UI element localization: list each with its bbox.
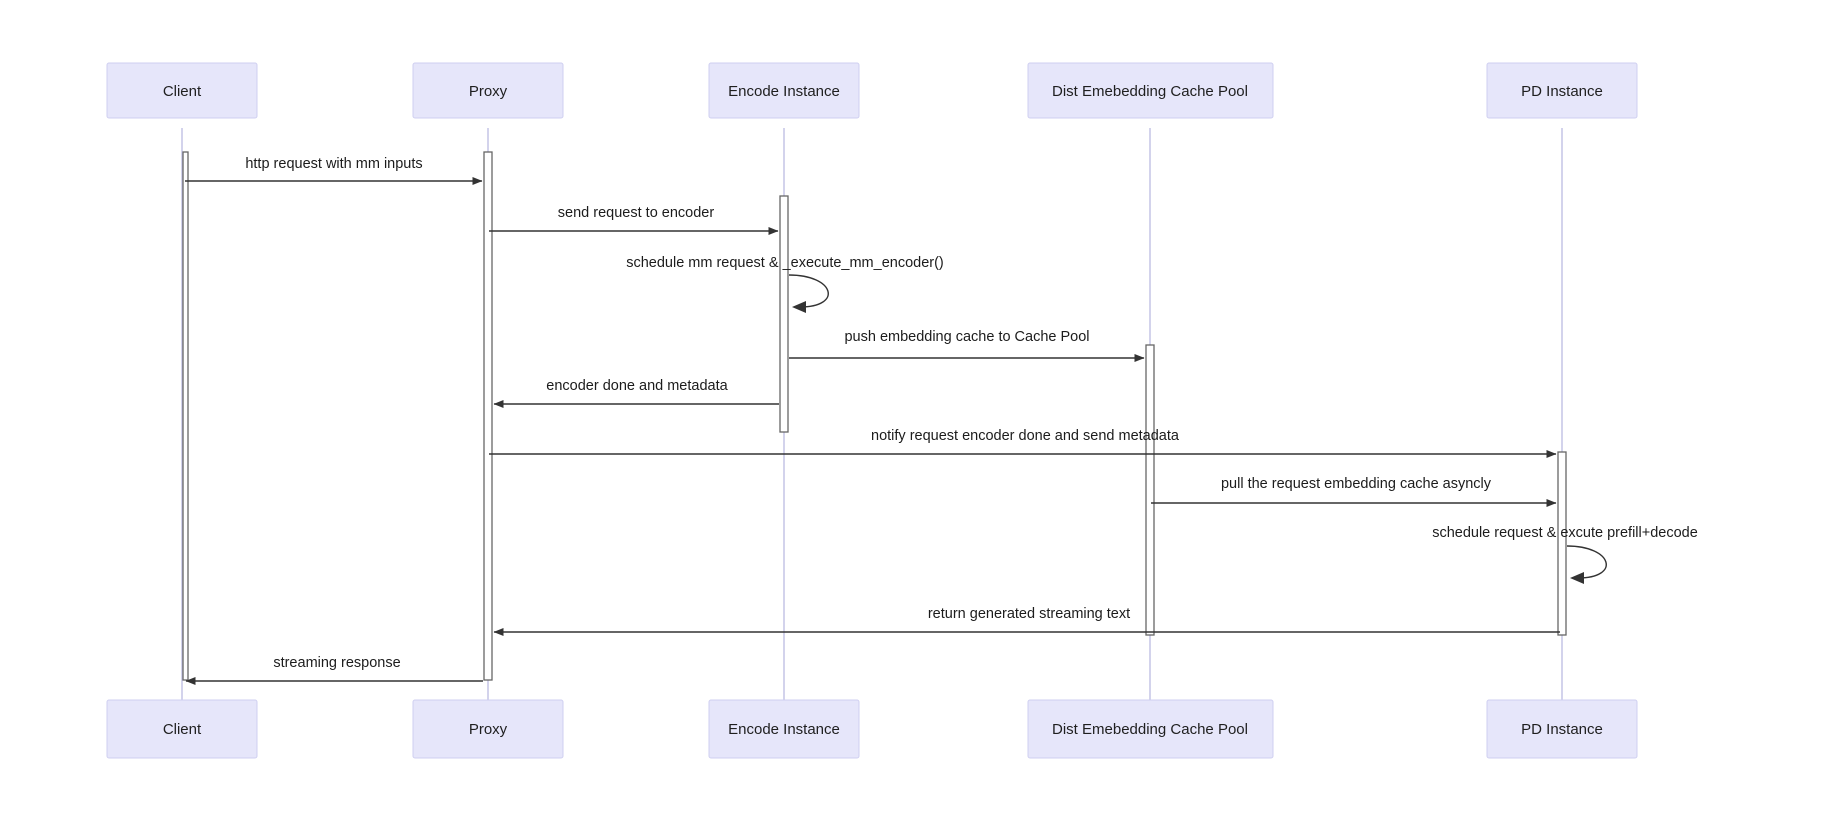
actor-header-pd [1487, 63, 1637, 118]
message-label-9: return generated streaming text [927, 606, 1131, 622]
message-label-4: push embedding cache to Cache Pool [844, 329, 1090, 345]
actor-label-cachepool: Dist Emebedding Cache Pool [1052, 82, 1248, 100]
message-label-2: send request to encoder [557, 205, 715, 221]
message-9 [494, 606, 1560, 632]
actor-footer-proxy [413, 700, 563, 758]
self-loop-encode [789, 275, 828, 307]
message-2 [489, 205, 778, 231]
message-10 [186, 655, 483, 681]
activation-encode [780, 196, 788, 432]
message-label-8: schedule request & excute prefill+decode [1432, 525, 1698, 541]
actor-header-client [107, 63, 257, 118]
actor-label-proxy-footer: Proxy [468, 720, 508, 738]
message-4 [789, 329, 1144, 358]
self-loop-arrowhead-pd [1570, 572, 1584, 584]
message-7 [1151, 476, 1556, 503]
self-loop-arrowhead-encode [792, 301, 806, 313]
activations [183, 152, 1566, 680]
actor-footer-client [107, 700, 257, 758]
message-1 [185, 156, 482, 181]
actor-label-proxy: Proxy [468, 82, 508, 100]
activation-client [183, 152, 188, 680]
actor-label-encode: Encode Instance [728, 82, 840, 100]
actor-label-client: Client [162, 82, 202, 100]
message-label-6: notify request encoder done and send metadata [871, 428, 1179, 444]
message-5 [494, 378, 779, 404]
actor-label-pd-footer: PD Instance [1521, 720, 1603, 738]
message-6 [489, 428, 1556, 454]
actor-footer-pd [1487, 700, 1637, 758]
self-loop-pd [1567, 546, 1606, 578]
actor-label-encode-footer: Encode Instance [728, 720, 840, 738]
message-label-1: http request with mm inputs [245, 156, 423, 172]
actor-header-encode [709, 63, 859, 118]
message-label-5: encoder done and metadata [546, 378, 728, 394]
message-label-10: streaming response [273, 655, 401, 671]
actor-footer-cachepool [1028, 700, 1273, 758]
actor-label-cachepool-footer: Dist Emebedding Cache Pool [1052, 720, 1248, 738]
activation-cachepool [1146, 345, 1154, 635]
actor-label-pd: PD Instance [1521, 82, 1603, 100]
actor-label-client-footer: Client [162, 720, 202, 738]
activation-pd [1558, 452, 1566, 635]
actor-footer-encode [709, 700, 859, 758]
actor-header-cachepool [1028, 63, 1273, 118]
message-label-7: pull the request embedding cache asyncly [1220, 476, 1492, 492]
lifelines [182, 128, 1562, 700]
actor-header-proxy [413, 63, 563, 118]
message-label-3: schedule mm request & _execute_mm_encoder() [626, 255, 944, 271]
